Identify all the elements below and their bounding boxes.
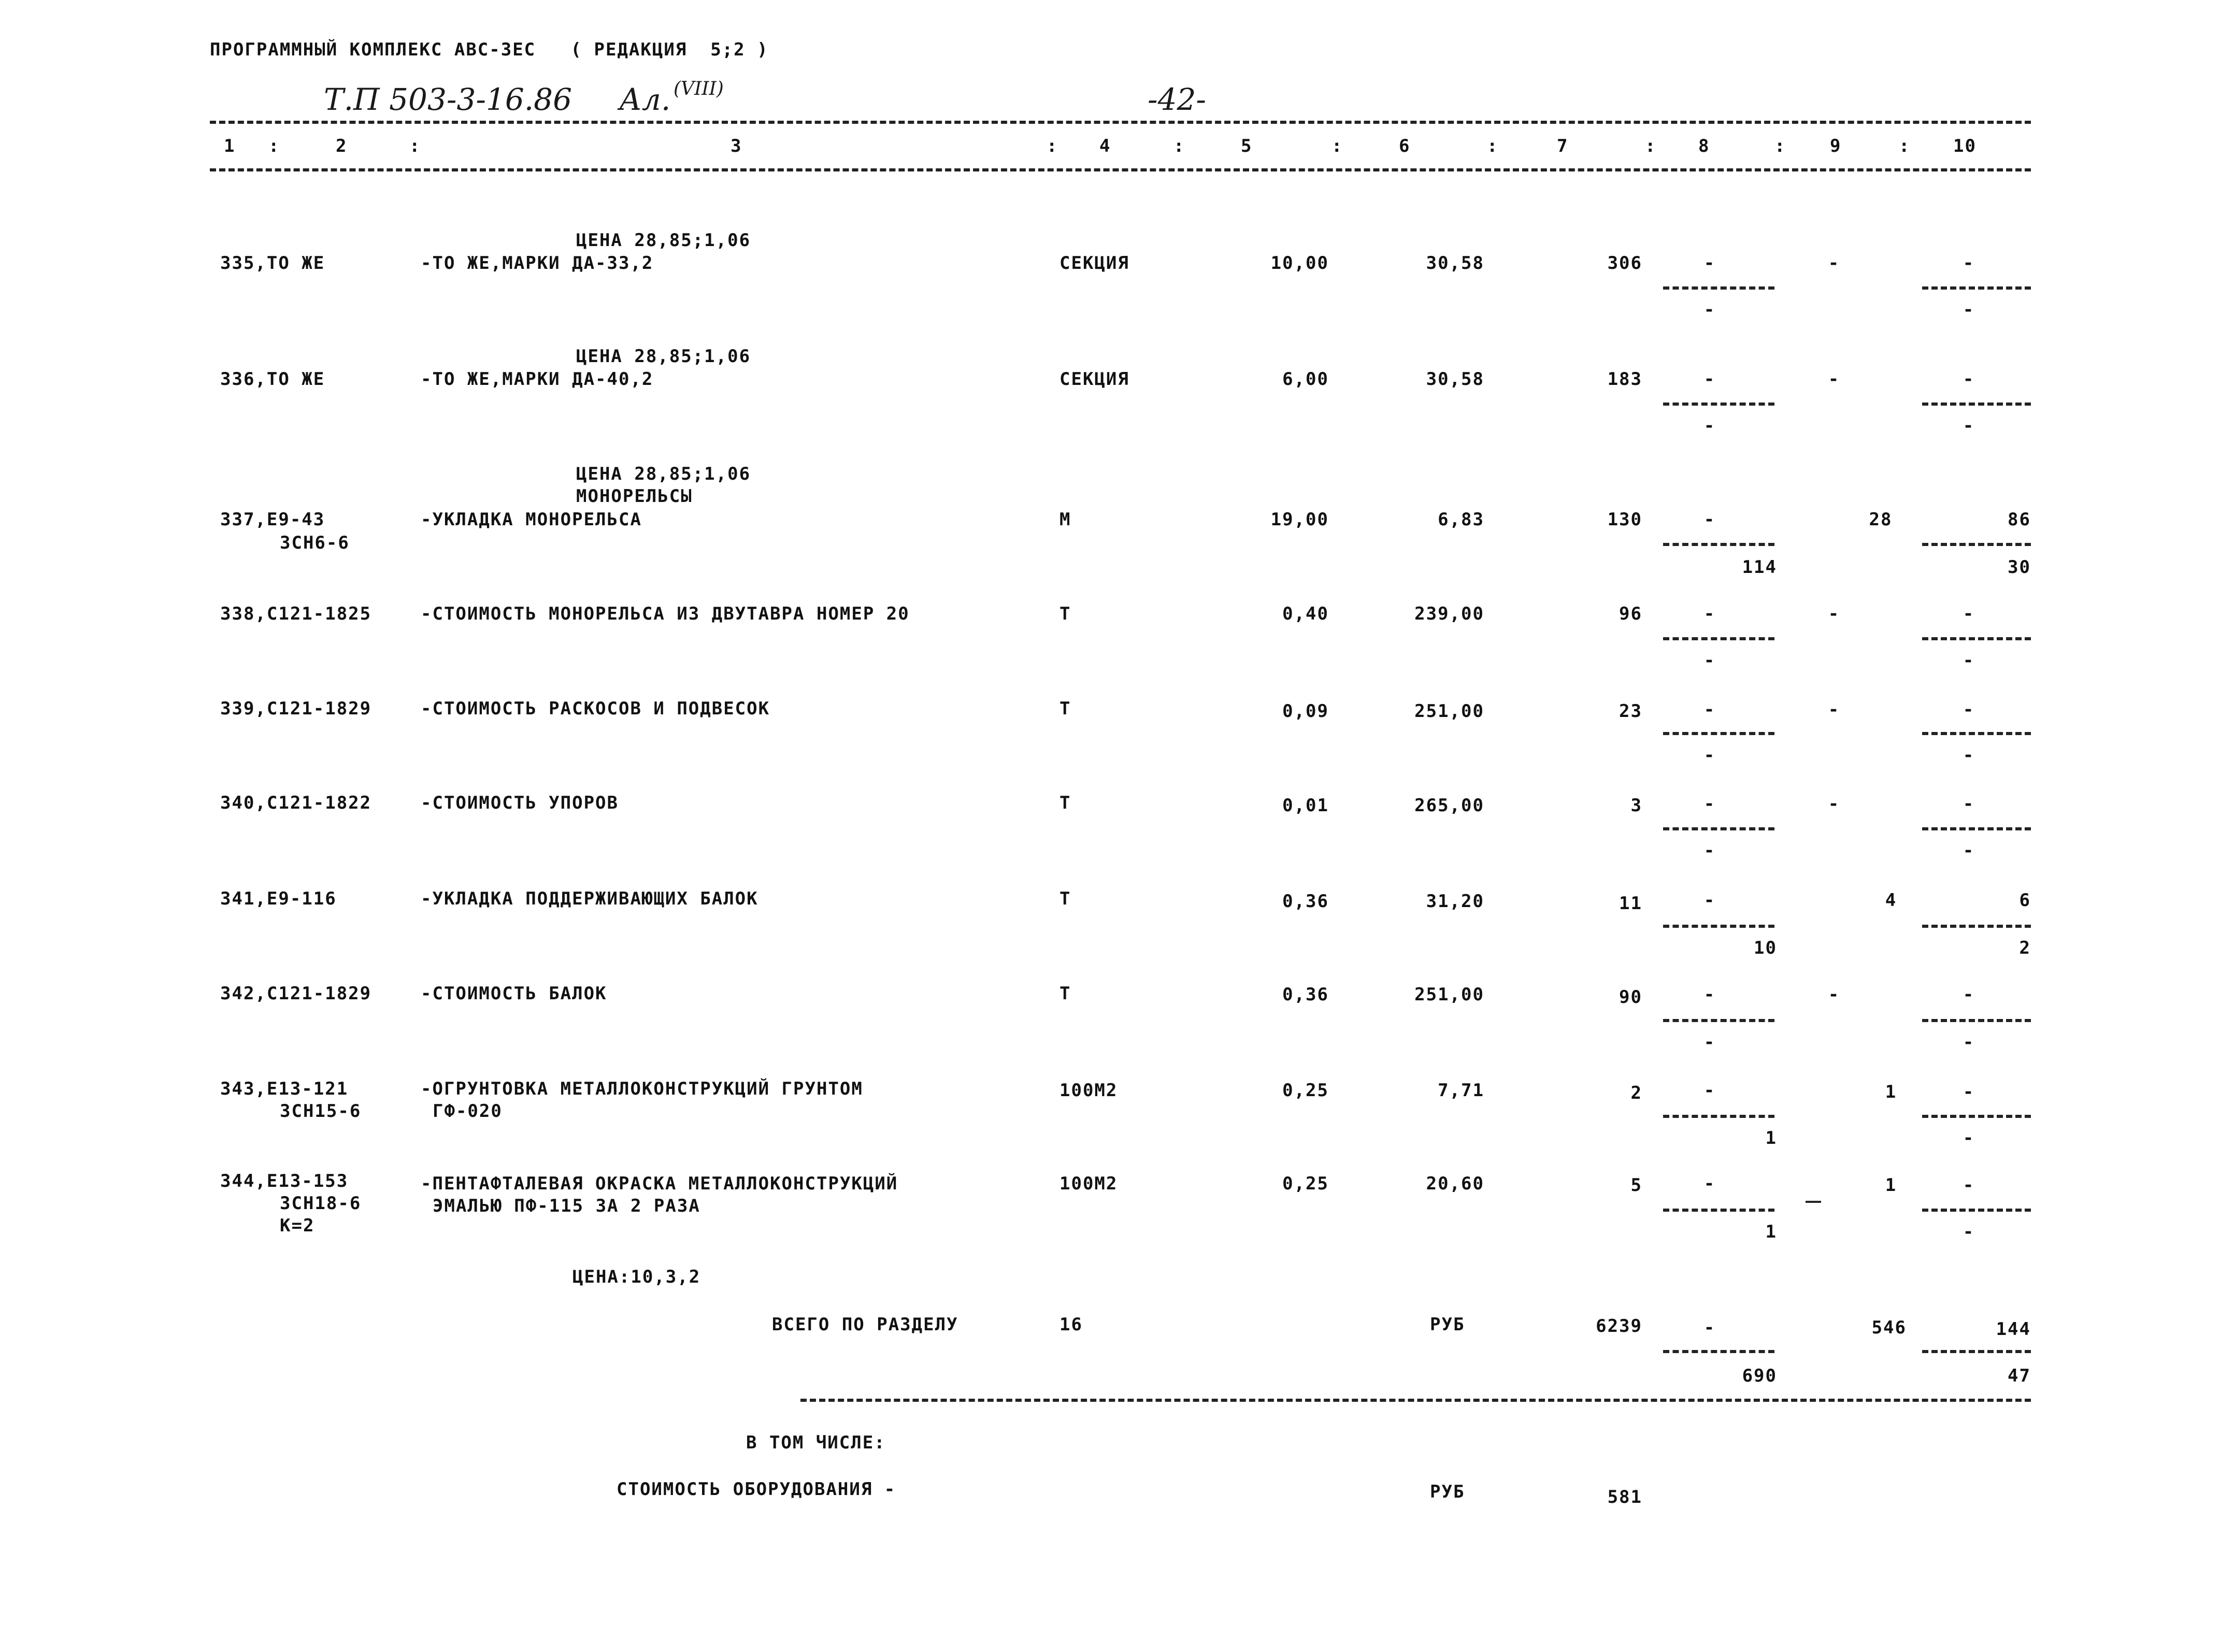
- section-heading: МОНОРЕЛЬСЫ: [576, 486, 693, 507]
- item-number: 339,С121-1829: [220, 698, 372, 719]
- column-separator: :: [1645, 136, 1657, 156]
- equipment-cost-value: 581: [1607, 1487, 1642, 1507]
- fraction-rule: [1922, 1115, 2031, 1118]
- section-number: 16: [1059, 1314, 1083, 1335]
- fraction-rule: [1922, 1350, 2031, 1353]
- column-separator: :: [268, 136, 280, 156]
- col8-bottom: -: [1703, 745, 1716, 766]
- quantity: 0,25: [1282, 1080, 1329, 1101]
- norm-reference: ЗСН15-6: [280, 1101, 362, 1122]
- column-number: 8: [1698, 136, 1710, 156]
- unit: Т: [1059, 604, 1071, 624]
- col8-bottom: -: [1703, 415, 1716, 436]
- column-separator: :: [1487, 136, 1499, 156]
- unit-cost: 30,58: [1426, 253, 1484, 274]
- fraction-rule: [1663, 732, 1774, 735]
- total-cost: 2: [1630, 1083, 1642, 1103]
- fraction-rule: [1922, 1019, 2031, 1022]
- col10-top: -: [1963, 1082, 1975, 1102]
- item-description: -СТОИМОСТЬ РАСКОСОВ И ПОДВЕСОК: [421, 698, 770, 719]
- col10-top: 144: [1996, 1319, 2031, 1340]
- item-number: 337,Е9-43: [220, 509, 325, 530]
- section-total-value: 6239: [1596, 1316, 1642, 1337]
- col8-top: -: [1703, 369, 1716, 390]
- unit-cost: 265,00: [1414, 795, 1484, 816]
- col10-bottom: 2: [2019, 938, 2031, 958]
- col8-top: -: [1703, 1173, 1716, 1194]
- col9: 28: [1869, 509, 1893, 530]
- column-separator: :: [1331, 136, 1343, 156]
- column-number: 7: [1557, 136, 1569, 156]
- unit-cost: 7,71: [1438, 1080, 1484, 1101]
- total-cost: 130: [1607, 509, 1642, 530]
- unit: Т: [1059, 793, 1071, 813]
- unit: М: [1059, 509, 1071, 530]
- norm-reference: ЗСН18-6: [280, 1193, 362, 1214]
- item-description-cont: ЭМАЛЬЮ ПФ-115 ЗА 2 РАЗА: [433, 1196, 700, 1216]
- column-number: 1: [224, 136, 236, 156]
- col8-top: -: [1703, 509, 1716, 530]
- item-number: 343,Е13-121: [220, 1079, 349, 1099]
- col10-bottom: -: [1963, 299, 1975, 320]
- fraction-rule: [1922, 827, 2031, 830]
- column-separator: :: [1899, 136, 1911, 156]
- col10-bottom: -: [1963, 1032, 1975, 1053]
- fraction-rule: [1663, 543, 1774, 546]
- unit: СЕКЦИЯ: [1059, 253, 1129, 274]
- price-note: ЦЕНА 28,85;1,06: [576, 346, 751, 367]
- column-number: 2: [336, 136, 348, 156]
- col10-top: 86: [2008, 509, 2031, 530]
- total-cost: 183: [1607, 369, 1642, 390]
- fraction-rule: [1663, 1209, 1774, 1212]
- column-separator: :: [1774, 136, 1786, 156]
- coefficient: К=2: [280, 1215, 315, 1236]
- fraction-rule: [1922, 637, 2031, 640]
- unit: Т: [1059, 888, 1071, 909]
- currency-unit: РУБ: [1430, 1314, 1465, 1335]
- item-number: 340,С121-1822: [220, 793, 372, 813]
- col9: -: [1828, 253, 1840, 274]
- col8-top: -: [1703, 1317, 1716, 1338]
- col10-bottom: -: [1963, 415, 1975, 436]
- col8-bottom: 690: [1742, 1366, 1777, 1386]
- col10-top: -: [1963, 253, 1975, 274]
- fraction-rule: [1663, 403, 1774, 406]
- fraction-rule: [1922, 286, 2031, 290]
- fraction-rule: [1922, 1209, 2031, 1212]
- column-number: 5: [1241, 136, 1253, 156]
- col8-bottom: -: [1703, 650, 1716, 671]
- quantity: 0,25: [1282, 1173, 1329, 1194]
- quantity: 0,36: [1282, 984, 1329, 1005]
- item-description: -СТОИМОСТЬ МОНОРЕЛЬСА ИЗ ДВУТАВРА НОМЕР 20: [421, 604, 910, 624]
- document-code: Т.П 503-3-16.86: [324, 82, 572, 117]
- item-description: -СТОИМОСТЬ БАЛОК: [421, 983, 607, 1004]
- item-number: 336,ТО ЖЕ: [220, 369, 325, 390]
- sheet-roman-numeral: (VIII): [674, 78, 724, 99]
- unit: СЕКЦИЯ: [1059, 369, 1129, 390]
- equipment-cost-label: СТОИМОСТЬ ОБОРУДОВАНИЯ -: [617, 1479, 896, 1500]
- unit-cost: 239,00: [1414, 604, 1484, 624]
- unit: 100М2: [1059, 1173, 1118, 1194]
- item-number: 341,Е9-116: [220, 888, 337, 909]
- fraction-rule: [1663, 827, 1774, 830]
- col10-bottom: -: [1963, 650, 1975, 671]
- item-description: -ТО ЖЕ,МАРКИ ДА-40,2: [421, 369, 654, 390]
- column-number: 4: [1099, 136, 1111, 156]
- unit-cost: 31,20: [1426, 891, 1484, 912]
- col8-top: -: [1703, 794, 1716, 814]
- quantity: 0,40: [1282, 604, 1329, 624]
- item-number: 342,С121-1829: [220, 983, 372, 1004]
- column-number: 10: [1953, 136, 1977, 156]
- sheet-label: Ал.: [619, 82, 671, 117]
- total-cost: 90: [1619, 987, 1642, 1008]
- item-number: 338,С121-1825: [220, 604, 372, 624]
- col10-bottom: 30: [2008, 557, 2031, 578]
- item-description-cont: ГФ-020: [433, 1101, 503, 1122]
- quantity: 6,00: [1282, 369, 1329, 390]
- col10-top: -: [1963, 984, 1975, 1005]
- stray-mark: [1806, 1201, 1821, 1203]
- quantity: 19,00: [1270, 509, 1329, 530]
- fraction-rule: [1922, 543, 2031, 546]
- program-title: ПРОГРАММНЫЙ КОМПЛЕКС АВС-ЗЕС ( РЕДАКЦИЯ 5;2 ): [210, 39, 769, 60]
- col10-bottom: -: [1963, 1128, 1975, 1148]
- item-number: 344,Е13-153: [220, 1171, 349, 1191]
- col9: -: [1828, 604, 1840, 624]
- unit-cost: 30,58: [1426, 369, 1484, 390]
- col9: -: [1828, 699, 1840, 720]
- item-number: 335,ТО ЖЕ: [220, 253, 325, 274]
- col10-top: 6: [2019, 890, 2031, 911]
- col10-top: -: [1963, 794, 1975, 814]
- quantity: 10,00: [1270, 253, 1329, 274]
- unit-cost: 251,00: [1414, 701, 1484, 722]
- col9: -: [1828, 984, 1840, 1005]
- col10-top: -: [1963, 369, 1975, 390]
- col8-bottom: -: [1703, 840, 1716, 861]
- col8-bottom: 114: [1742, 557, 1777, 578]
- total-cost: 23: [1619, 701, 1642, 722]
- total-cost: 3: [1630, 795, 1642, 816]
- col8-bottom: 1: [1765, 1128, 1777, 1148]
- unit-cost: 6,83: [1438, 509, 1484, 530]
- column-separator: :: [409, 136, 421, 156]
- total-cost: 306: [1607, 253, 1642, 274]
- item-description: -ОГРУНТОВКА МЕТАЛЛОКОНСТРУКЦИЙ ГРУНТОМ: [421, 1079, 863, 1099]
- col10-top: -: [1963, 1175, 1975, 1196]
- totals-rule: [800, 1399, 2031, 1402]
- fraction-rule: [1663, 925, 1774, 928]
- col8-top: -: [1703, 1080, 1716, 1101]
- total-cost: 5: [1630, 1175, 1642, 1196]
- col9: -: [1828, 794, 1840, 814]
- fraction-rule: [1663, 1115, 1774, 1118]
- fraction-rule: [1663, 286, 1774, 290]
- unit: 100М2: [1059, 1080, 1118, 1101]
- item-description: -СТОИМОСТЬ УПОРОВ: [421, 793, 619, 813]
- fraction-rule: [1663, 1350, 1774, 1353]
- total-cost: 11: [1619, 893, 1642, 914]
- quantity: 0,36: [1282, 891, 1329, 912]
- column-separator: :: [1047, 136, 1058, 156]
- quantity: 0,09: [1282, 701, 1329, 722]
- price-note: ЦЕНА 28,85;1,06: [576, 230, 751, 251]
- col10-bottom: -: [1963, 1222, 1975, 1242]
- fraction-rule: [1663, 1019, 1774, 1022]
- total-cost: 96: [1619, 604, 1642, 624]
- item-description: -УКЛАДКА МОНОРЕЛЬСА: [421, 509, 642, 530]
- col9: 1: [1885, 1082, 1897, 1102]
- unit-cost: 20,60: [1426, 1173, 1484, 1194]
- unit-cost: 251,00: [1414, 984, 1484, 1005]
- unit: Т: [1059, 983, 1071, 1004]
- col8-bottom: 1: [1765, 1222, 1777, 1242]
- col8-bottom: -: [1703, 299, 1716, 320]
- header-bottom-rule: [210, 168, 2031, 171]
- column-number: 9: [1830, 136, 1842, 156]
- col8-top: -: [1703, 604, 1716, 624]
- fraction-rule: [1663, 637, 1774, 640]
- col8-top: -: [1703, 699, 1716, 720]
- col8-top: -: [1703, 984, 1716, 1005]
- col10-bottom: 47: [2008, 1366, 2031, 1386]
- col10-top: -: [1963, 604, 1975, 624]
- fraction-rule: [1922, 925, 2031, 928]
- col9: 1: [1885, 1175, 1897, 1196]
- col10-top: -: [1963, 699, 1975, 720]
- column-number: 6: [1399, 136, 1411, 156]
- col9: -: [1828, 369, 1840, 390]
- price-note: ЦЕНА:10,3,2: [572, 1267, 701, 1287]
- header-top-rule: [210, 121, 2031, 124]
- page-number: -42-: [1148, 82, 1206, 117]
- price-note: ЦЕНА 28,85;1,06: [576, 464, 751, 484]
- col8-top: -: [1703, 890, 1716, 911]
- column-number: 3: [731, 136, 742, 156]
- col9: 4: [1885, 890, 1897, 911]
- column-separator: :: [1173, 136, 1185, 156]
- norm-reference: ЗСН6-6: [280, 533, 350, 553]
- currency-unit: РУБ: [1430, 1482, 1465, 1502]
- quantity: 0,01: [1282, 795, 1329, 816]
- col10-bottom: -: [1963, 745, 1975, 766]
- col9: 546: [1871, 1317, 1907, 1338]
- col8-bottom: -: [1703, 1032, 1716, 1053]
- item-description: -ПЕНТАФТАЛЕВАЯ ОКРАСКА МЕТАЛЛОКОНСТРУКЦИЙ: [421, 1173, 898, 1194]
- section-total-label: ВСЕГО ПО РАЗДЕЛУ: [772, 1314, 958, 1335]
- unit: Т: [1059, 698, 1071, 719]
- fraction-rule: [1922, 732, 2031, 735]
- item-description: -ТО ЖЕ,МАРКИ ДА-33,2: [421, 253, 654, 274]
- including-label: В ТОМ ЧИСЛЕ:: [746, 1432, 886, 1453]
- col8-top: -: [1703, 253, 1716, 274]
- item-description: -УКЛАДКА ПОДДЕРЖИВАЮЩИХ БАЛОК: [421, 888, 758, 909]
- fraction-rule: [1922, 403, 2031, 406]
- col8-bottom: 10: [1754, 938, 1777, 958]
- col10-bottom: -: [1963, 840, 1975, 861]
